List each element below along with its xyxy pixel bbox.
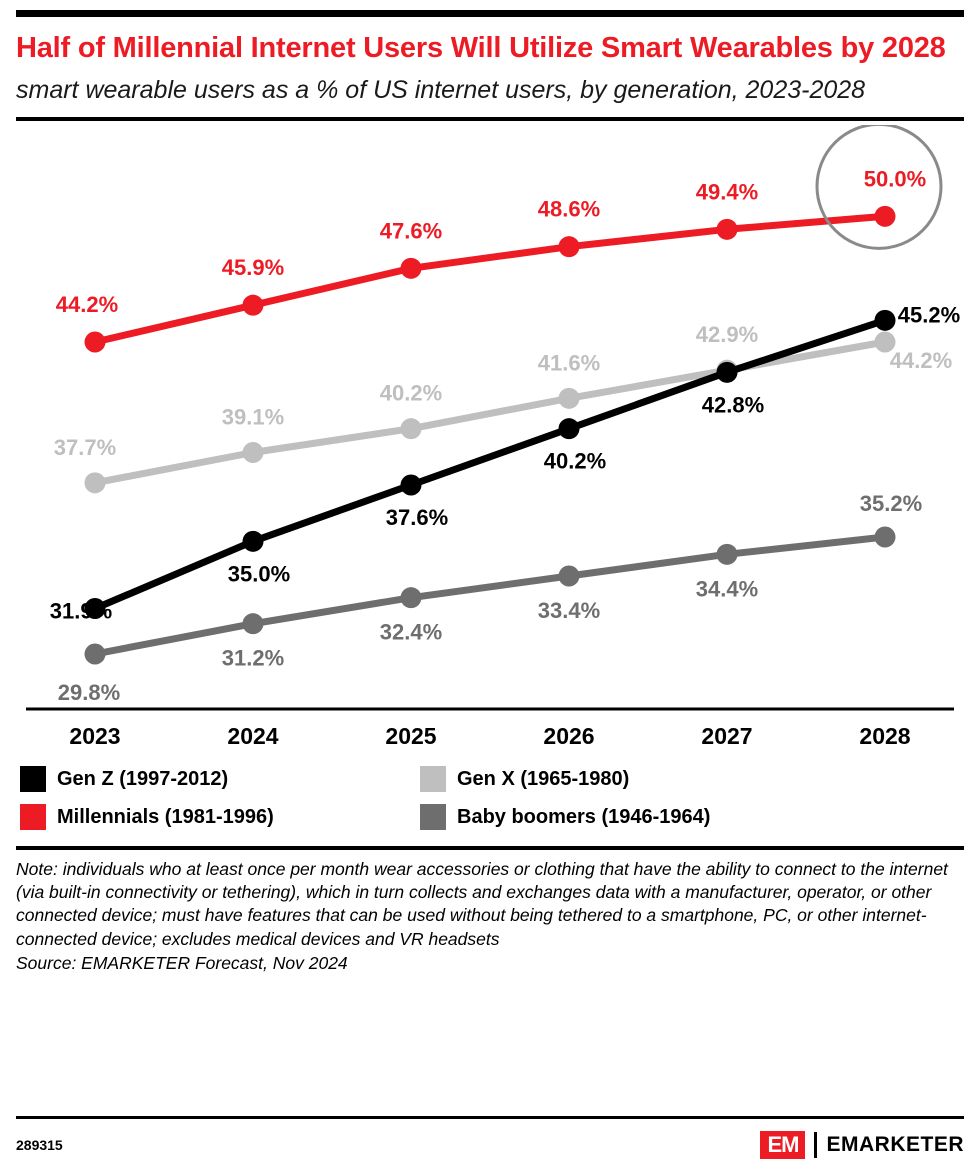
page-footer bbox=[16, 1131, 964, 1159]
data-label: 31.2% bbox=[221, 645, 285, 671]
footer-divider bbox=[16, 1116, 964, 1119]
data-label: 45.2% bbox=[897, 302, 961, 328]
data-label: 34.4% bbox=[695, 576, 759, 602]
data-point bbox=[875, 206, 896, 227]
brand-divider bbox=[814, 1132, 817, 1158]
data-point bbox=[717, 219, 738, 240]
note-divider bbox=[16, 846, 964, 850]
data-label: 35.2% bbox=[859, 491, 923, 517]
data-label: 33.4% bbox=[537, 598, 601, 624]
x-tick-2028: 2028 bbox=[859, 723, 911, 750]
data-point bbox=[85, 473, 106, 494]
data-label: 37.7% bbox=[53, 435, 117, 461]
data-label: 50.0% bbox=[863, 166, 927, 192]
data-point bbox=[85, 332, 106, 353]
data-label: 40.2% bbox=[379, 380, 443, 406]
data-label: 44.2% bbox=[55, 292, 119, 318]
legend-swatch-icon bbox=[20, 766, 46, 792]
chart-canvas bbox=[16, 125, 964, 725]
chart-id: 289315 bbox=[16, 1137, 63, 1153]
data-point bbox=[875, 310, 896, 331]
brand-logo bbox=[760, 1131, 964, 1159]
x-tick-2025: 2025 bbox=[385, 723, 437, 750]
data-label: 42.8% bbox=[701, 392, 765, 418]
data-point bbox=[401, 587, 422, 608]
x-tick-2026: 2026 bbox=[543, 723, 595, 750]
data-point bbox=[401, 418, 422, 439]
data-point bbox=[559, 418, 580, 439]
data-label: 47.6% bbox=[379, 218, 443, 244]
data-label: 44.2% bbox=[889, 348, 953, 374]
legend-label: Gen X (1965-1980) bbox=[457, 767, 630, 790]
series-line bbox=[95, 342, 885, 483]
data-label: 42.9% bbox=[695, 322, 759, 348]
legend-item-millennials bbox=[20, 804, 420, 830]
x-tick-2023: 2023 bbox=[69, 723, 121, 750]
data-point bbox=[717, 544, 738, 565]
data-point bbox=[401, 475, 422, 496]
series-gen-x-1965-1980 bbox=[54, 322, 952, 493]
data-label: 37.6% bbox=[385, 505, 449, 531]
data-point bbox=[559, 236, 580, 257]
data-label: 49.4% bbox=[695, 179, 759, 205]
page-title: Half of Millennial Internet Users Will Utilize Smart Wearables by 2028 bbox=[16, 32, 946, 64]
data-point bbox=[875, 527, 896, 548]
data-point bbox=[559, 566, 580, 587]
legend-swatch-icon bbox=[20, 804, 46, 830]
x-tick-2027: 2027 bbox=[701, 723, 753, 750]
data-point bbox=[243, 613, 264, 634]
page-subtitle: smart wearable users as a % of US internet users, by generation, 2023-2028 bbox=[16, 76, 866, 105]
data-label: 41.6% bbox=[537, 350, 601, 376]
x-axis-labels bbox=[16, 723, 964, 750]
brand-name: EMARKETER bbox=[826, 1133, 964, 1156]
data-point bbox=[717, 362, 738, 383]
series-line bbox=[95, 217, 885, 343]
header-divider bbox=[16, 117, 964, 121]
data-point bbox=[401, 258, 422, 279]
data-label: 32.4% bbox=[379, 619, 443, 645]
line-chart bbox=[16, 125, 964, 725]
data-label: 35.0% bbox=[227, 561, 291, 587]
legend-swatch-icon bbox=[420, 766, 446, 792]
series-baby-boomers-1946-1964 bbox=[58, 491, 922, 705]
legend-item-gen-x bbox=[420, 766, 964, 792]
data-label: 48.6% bbox=[537, 196, 601, 222]
x-tick-2024: 2024 bbox=[227, 723, 279, 750]
brand-mark-icon: EM bbox=[760, 1131, 805, 1159]
data-point bbox=[559, 388, 580, 409]
data-label: 40.2% bbox=[543, 448, 607, 474]
legend-swatch-icon bbox=[420, 804, 446, 830]
data-point bbox=[243, 295, 264, 316]
legend-label: Millennials (1981-1996) bbox=[57, 805, 274, 828]
data-point bbox=[243, 442, 264, 463]
legend-label: Baby boomers (1946-1964) bbox=[457, 805, 711, 828]
chart-source: Source: EMARKETER Forecast, Nov 2024 bbox=[16, 952, 348, 973]
top-divider bbox=[16, 10, 964, 17]
legend-item-baby-boomers bbox=[420, 804, 964, 830]
data-point bbox=[243, 531, 264, 552]
data-label: 39.1% bbox=[221, 404, 285, 430]
data-label: 31.9% bbox=[49, 598, 113, 624]
chart-legend bbox=[16, 766, 964, 830]
data-label: 29.8% bbox=[57, 680, 121, 706]
chart-note: Note: individuals who at least once per month wear accessories or clothing that have the ability to connect to the internet (via built-in connectivity or tethering), which in turn collects and exchanges data with a manufacturer, operator, or other connected device; must have features that can be used without being tethered to a smartphone, PC, or other internet-connected device; excludes medical devices and VR headsets bbox=[16, 859, 948, 949]
data-label: 45.9% bbox=[221, 255, 285, 281]
data-point bbox=[85, 644, 106, 665]
legend-label: Gen Z (1997-2012) bbox=[57, 767, 229, 790]
series-millennials-1981-1996 bbox=[56, 167, 926, 353]
legend-item-gen-z bbox=[20, 766, 420, 792]
